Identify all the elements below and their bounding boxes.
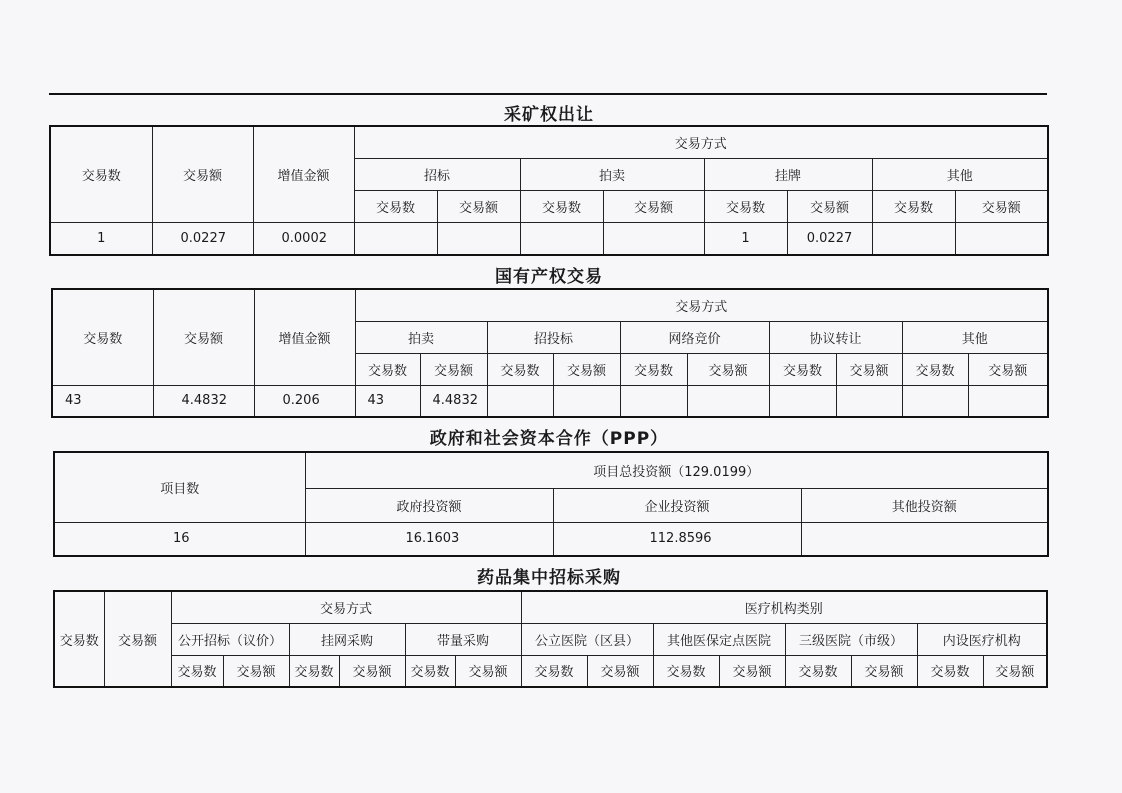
method-listing: 挂牌 [704, 158, 872, 190]
sub-count: 交易数 [785, 655, 851, 687]
header-count: 交易数 [50, 126, 152, 222]
method-online-bidding: 网络竞价 [620, 321, 769, 353]
section-title-mining: 采矿权出让 [504, 105, 594, 125]
cell-m1-count [354, 222, 437, 255]
cell-m2-amount [603, 222, 704, 255]
header-method: 交易方式 [171, 591, 521, 623]
sub-amount: 交易额 [851, 655, 917, 687]
sub-count: 交易数 [521, 655, 587, 687]
method-open-tender: 公开招标（议价） [171, 623, 289, 655]
method-other: 其他 [872, 158, 1048, 190]
sub-count: 交易数 [620, 353, 687, 385]
inst-other-insured-hospital: 其他医保定点医院 [653, 623, 785, 655]
header-added-value: 增值金额 [254, 289, 355, 385]
section-title-state-assets: 国有产权交易 [495, 267, 603, 287]
sub-count: 交易数 [354, 190, 437, 222]
sub-amount: 交易额 [553, 353, 620, 385]
ppp-table [53, 451, 1049, 557]
sub-amount: 交易额 [587, 655, 653, 687]
header-amount: 交易额 [152, 126, 253, 222]
method-other: 其他 [902, 321, 1048, 353]
method-volume-procurement: 带量采购 [405, 623, 521, 655]
sub-amount: 交易额 [968, 353, 1048, 385]
sub-amount: 交易额 [983, 655, 1047, 687]
cell-amount: 4.4832 [153, 385, 254, 417]
cell-added: 0.206 [254, 385, 355, 417]
header-count: 交易数 [52, 289, 153, 385]
header-enterprise-investment: 企业投资额 [553, 488, 801, 522]
sub-amount: 交易额 [687, 353, 769, 385]
sub-count: 交易数 [917, 655, 983, 687]
cell-projects: 16 [54, 522, 305, 556]
sub-amount: 交易额 [339, 655, 405, 687]
mining-table [49, 125, 1049, 256]
cell-ent: 112.8596 [553, 522, 801, 556]
cell-m1-amount: 4.4832 [420, 385, 487, 417]
cell-m1-amount [437, 222, 520, 255]
sub-count: 交易数 [520, 190, 603, 222]
sub-count: 交易数 [171, 655, 223, 687]
sub-count: 交易数 [902, 353, 968, 385]
method-online-procurement: 挂网采购 [289, 623, 405, 655]
method-bidding: 招标 [354, 158, 520, 190]
empty-cell [687, 385, 769, 417]
top-rule [49, 93, 1047, 95]
section-title-drug-procurement: 药品集中招标采购 [477, 568, 621, 588]
sub-count: 交易数 [769, 353, 836, 385]
cell-m3-amount: 0.0227 [787, 222, 872, 255]
table-row [52, 385, 1048, 417]
sub-amount: 交易额 [455, 655, 521, 687]
sub-amount: 交易额 [420, 353, 487, 385]
inst-public-hospital: 公立医院（区县） [521, 623, 653, 655]
header-projects: 项目数 [54, 452, 305, 522]
cell-m3-count: 1 [704, 222, 787, 255]
header-gov-investment: 政府投资额 [305, 488, 553, 522]
cell-m4-count [872, 222, 955, 255]
sub-amount: 交易额 [603, 190, 704, 222]
table-row [54, 522, 1048, 556]
header-added-value: 增值金额 [253, 126, 354, 222]
sub-amount: 交易额 [787, 190, 872, 222]
sub-amount: 交易额 [437, 190, 520, 222]
sub-count: 交易数 [653, 655, 719, 687]
cell-other [801, 522, 1048, 556]
header-total-investment: 项目总投资额（129.0199） [305, 452, 1048, 488]
header-method: 交易方式 [354, 126, 1048, 158]
sub-amount: 交易额 [836, 353, 902, 385]
cell-count: 43 [52, 385, 153, 417]
drug-procurement-table [53, 590, 1048, 688]
header-other-investment: 其他投资额 [801, 488, 1048, 522]
method-auction: 拍卖 [520, 158, 704, 190]
empty-cell [620, 385, 687, 417]
cell-m4-amount [955, 222, 1048, 255]
cell-m1-count: 43 [355, 385, 420, 417]
header-institution-type: 医疗机构类别 [521, 591, 1047, 623]
header-amount: 交易额 [104, 591, 171, 687]
state-assets-table [51, 288, 1049, 418]
empty-cell [487, 385, 553, 417]
method-tender: 招投标 [487, 321, 620, 353]
section-title-ppp: 政府和社会资本合作（PPP） [429, 429, 669, 449]
cell-gov: 16.1603 [305, 522, 553, 556]
empty-cell [553, 385, 620, 417]
method-auction: 拍卖 [355, 321, 487, 353]
empty-cell [836, 385, 902, 417]
cell-count: 1 [50, 222, 152, 255]
cell-added: 0.0002 [253, 222, 354, 255]
sub-count: 交易数 [487, 353, 553, 385]
inst-tertiary-hospital: 三级医院（市级） [785, 623, 917, 655]
empty-cell [769, 385, 836, 417]
header-method: 交易方式 [355, 289, 1048, 321]
sub-count: 交易数 [872, 190, 955, 222]
sub-count: 交易数 [355, 353, 420, 385]
sub-count: 交易数 [405, 655, 455, 687]
header-amount: 交易额 [153, 289, 254, 385]
cell-m2-count [520, 222, 603, 255]
sub-amount: 交易额 [719, 655, 785, 687]
header-count: 交易数 [54, 591, 104, 687]
table-row [50, 222, 1048, 255]
sub-amount: 交易额 [223, 655, 289, 687]
method-agreement-transfer: 协议转让 [769, 321, 902, 353]
sub-count: 交易数 [289, 655, 339, 687]
empty-cell [902, 385, 968, 417]
sub-amount: 交易额 [955, 190, 1048, 222]
cell-amount: 0.0227 [152, 222, 253, 255]
sub-count: 交易数 [704, 190, 787, 222]
empty-cell [968, 385, 1048, 417]
inst-internal-medical: 内设医疗机构 [917, 623, 1047, 655]
